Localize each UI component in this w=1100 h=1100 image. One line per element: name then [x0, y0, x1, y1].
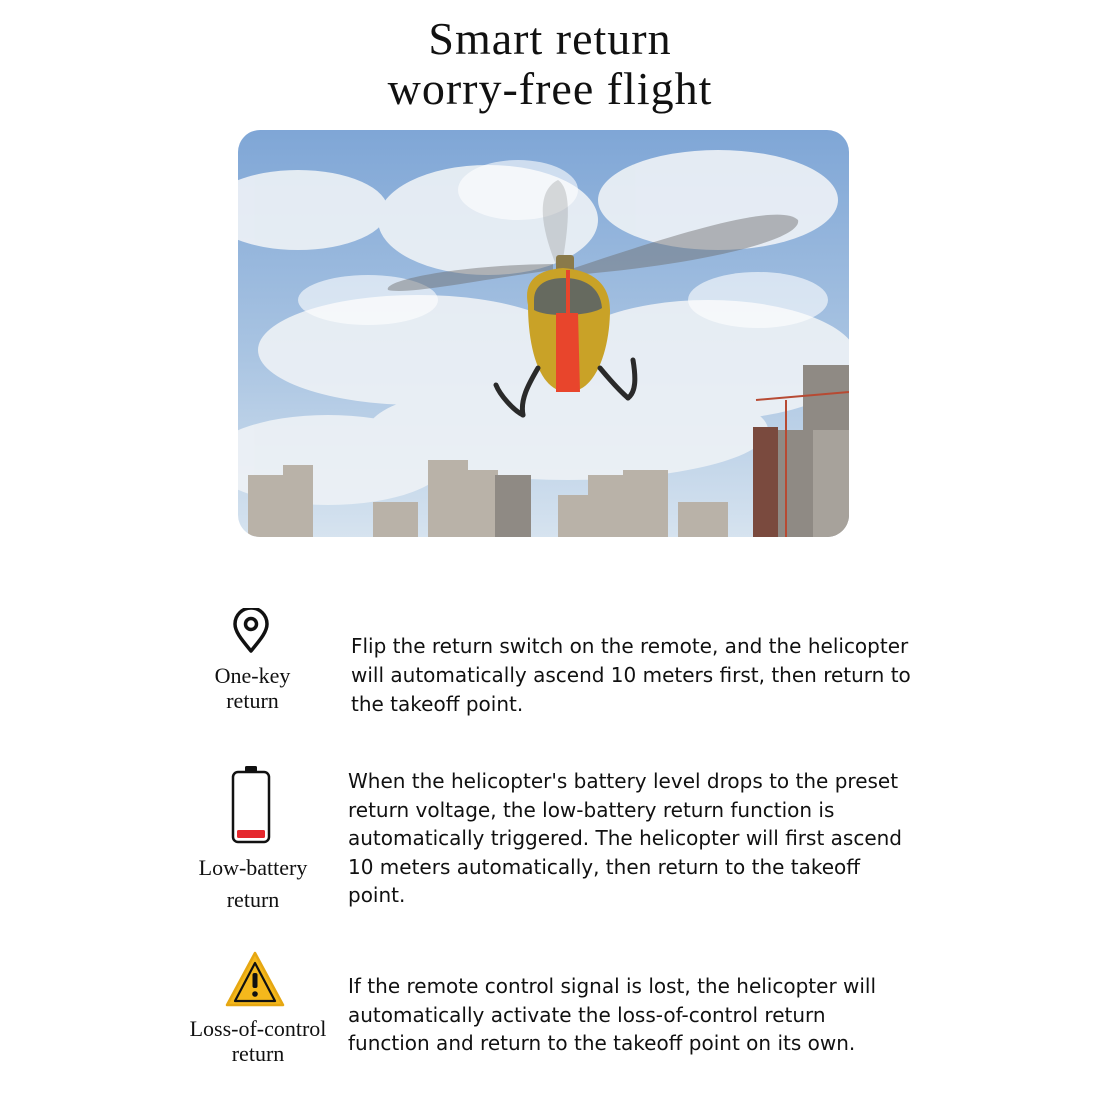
page-title-line-2: worry-free flight	[387, 63, 713, 114]
helicopter-photo	[238, 130, 849, 537]
feature-label-line-1: Loss-of-control	[189, 1016, 327, 1041]
feature-label-line-2: return	[231, 1041, 285, 1066]
feature-loss-of-control-return	[0, 945, 1100, 1075]
feature-description: When the helicopter's battery level drops to the preset return voltage, the low-battery return function is automatically triggered. The helicopter will first ascend 10 meters automatically, then return to the takeoff point.	[348, 769, 902, 907]
feature-label-line-1: One-key	[214, 663, 291, 688]
feature-description: Flip the return switch on the remote, and the helicopter will automatically ascend 10 meters first, then return to the takeoff point.	[351, 634, 911, 716]
feature-label	[173, 1016, 343, 1066]
feature-label	[190, 663, 315, 713]
location-pin-icon	[232, 608, 270, 659]
warning-triangle-icon	[224, 949, 286, 1016]
feature-low-battery-return	[0, 760, 1100, 920]
low-battery-icon	[230, 764, 272, 849]
feature-label-line-1: Low-battery	[198, 855, 308, 880]
feature-label-line-2: return	[226, 688, 279, 713]
feature-label	[178, 852, 328, 916]
page-title-line-1: Smart return	[428, 13, 672, 64]
feature-description: If the remote control signal is lost, the helicopter will automatically activate the loss-of-control return function and return to the takeoff point on its own.	[348, 974, 877, 1055]
feature-one-key-return	[0, 600, 1100, 730]
feature-label-line-2: return	[226, 887, 280, 912]
